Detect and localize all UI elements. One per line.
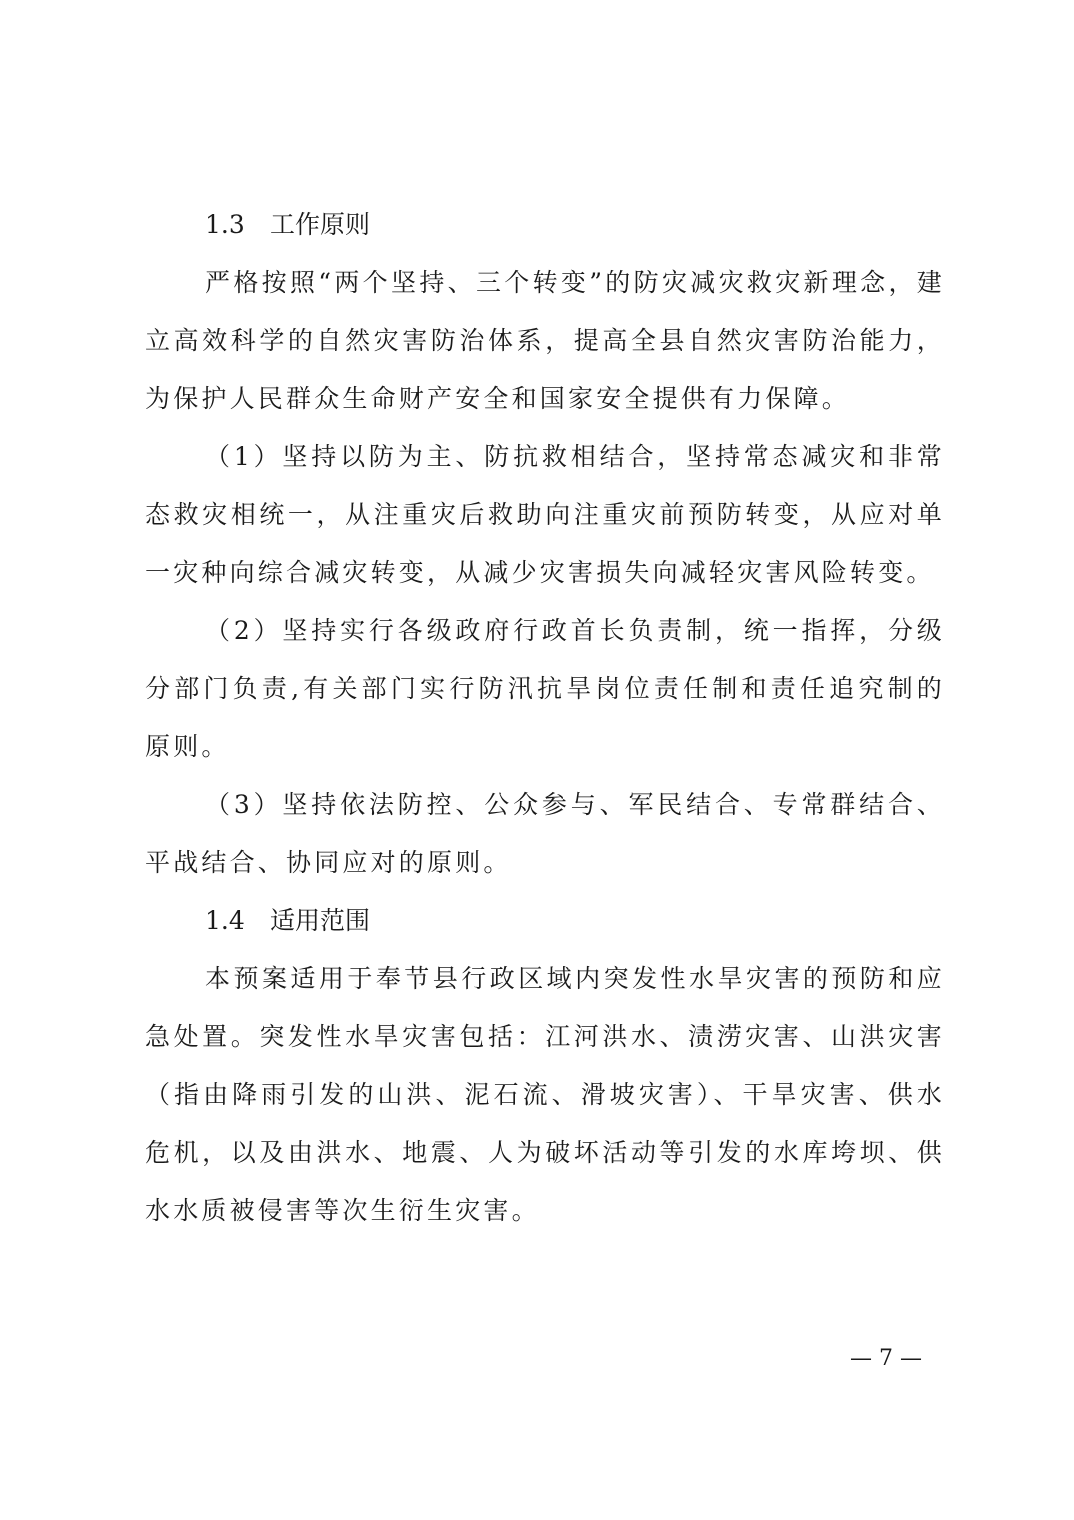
section-title: 适用范围: [270, 906, 371, 935]
page-number: — 7 —: [850, 1346, 922, 1371]
paragraph-principle-2: （2）坚持实行各级政府行政首长负责制，统一指挥，分级分部门负责,有关部门实行防汛抗旱岗位责任制和责任追究制的原则。: [145, 616, 945, 761]
paragraph-scope: 本预案适用于奉节县行政区域内突发性水旱灾害的预防和应急处置。突发性水旱灾害包括：江河洪水、渍涝灾害、山洪灾害（指由降雨引发的山洪、泥石流、滑坡灾害）、干旱灾害、供水危机，以及由洪水、地震、人为破坏活动等引发的水库垮坝、供水水质被侵害等次生衍生灾害。: [145, 964, 945, 1225]
paragraph-principle-3: （3）坚持依法防控、公众参与、军民结合、专常群结合、平战结合、协同应对的原则。: [145, 790, 945, 877]
section-title: 工作原则: [270, 210, 371, 239]
paragraph-intro: 严格按照“两个坚持、三个转变”的防灾减灾救灾新理念，建立高效科学的自然灾害防治体系，提高全县自然灾害防治能力，为保护人民群众生命财产安全和国家安全提供有力保障。: [145, 268, 945, 413]
document-body: [145, 196, 945, 1240]
paragraph-principle-1: （1）坚持以防为主、防抗救相结合，坚持常态减灾和非常态救灾相统一，从注重灾后救助向注重灾前预防转变，从应对单一灾种向综合减灾转变，从减少灾害损失向减轻灾害风险转变。: [145, 442, 945, 587]
section-number: 1.4: [205, 906, 245, 935]
section-heading-1-3: [145, 196, 945, 254]
section-number: 1.3: [205, 210, 245, 239]
section-heading-1-4: [145, 892, 945, 950]
